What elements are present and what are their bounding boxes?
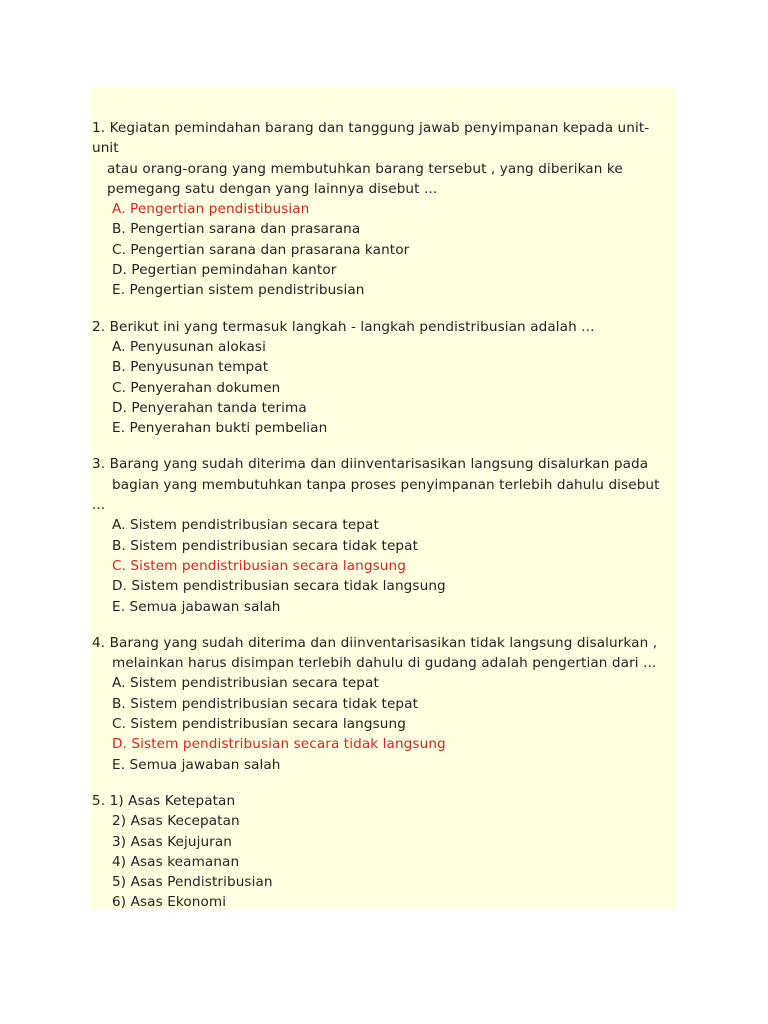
question-1-line-3: atau orang-orang yang membutuhkan barang tersebut , yang diberikan ke (107, 160, 623, 177)
spacer (92, 617, 676, 633)
question-4-option-c: C. Sistem pendistribusian secara langsung (112, 716, 406, 733)
question-2-option-e: E. Penyerahan bukti pembelian (112, 420, 328, 437)
question-4-option-a: A. Sistem pendistribusian secara tepat (112, 675, 379, 692)
question-5 (92, 791, 676, 910)
question-2-option-b: B. Penyusunan tempat (112, 359, 269, 376)
question-5-item-6: 6) Asas Ekonomi (112, 894, 227, 910)
question-1-option-c: C. Pengertian sarana dan prasarana kantor (112, 241, 410, 258)
question-3-option-d: D. Sistem pendistribusian secara tidak langsung (112, 578, 446, 595)
question-1-option-e: E. Pengertian sistem pendistribusian (112, 282, 365, 299)
question-1 (92, 118, 676, 301)
spacer (92, 438, 676, 454)
question-1-line-1: 1. Kegiatan pemindahan barang dan tanggung jawab penyimpanan kepada unit- (92, 120, 650, 136)
question-1-option-d: D. Pegertian pemindahan kantor (112, 262, 337, 279)
question-3-option-e: E. Semua jabawan salah (112, 598, 281, 615)
question-4-line-2: melainkan harus disimpan terlebih dahulu di gudang adalah pengertian dari ... (112, 655, 657, 672)
question-3-option-b: B. Sistem pendistribusian secara tidak tepat (112, 537, 419, 554)
question-5-item-5: 5) Asas Pendistribusian (112, 874, 273, 891)
question-3-option-c: C. Sistem pendistribusian secara langsung (112, 557, 406, 574)
question-1-option-a: A. Pengertian pendistibusian (112, 201, 310, 218)
question-4-option-e: E. Semua jawaban salah (112, 756, 281, 773)
spacer (92, 775, 676, 791)
question-1-line-4: pemegang satu dengan yang lainnya disebut ... (107, 180, 438, 197)
question-3-line-1: 3. Barang yang sudah diterima dan diinventarisasikan langsung disalurkan pada (92, 456, 649, 473)
question-5-item-4: 4) Asas keamanan (112, 853, 240, 870)
question-2-line-1: 2. Berikut ini yang termasuk langkah - langkah pendistribusian adalah ... (92, 318, 595, 335)
question-4 (92, 633, 676, 775)
question-5-item-2: 2) Asas Kecepatan (112, 813, 240, 830)
spacer (92, 301, 676, 317)
document-page (90, 87, 678, 910)
question-2-option-a: A. Penyusunan alokasi (112, 338, 266, 355)
question-2-option-d: D. Penyerahan tanda terima (112, 399, 307, 416)
question-4-option-d: D. Sistem pendistribusian secara tidak langsung (112, 736, 446, 753)
question-3-line-2: bagian yang membutuhkan tanpa proses penyimpanan terlebih dahulu disebut (112, 476, 660, 493)
question-3-line-3: ... (92, 497, 106, 514)
question-5-item-3: 3) Asas Kejujuran (112, 833, 233, 850)
quiz-content (92, 118, 676, 910)
question-2-option-c: C. Penyerahan dokumen (112, 379, 281, 396)
question-4-option-b: B. Sistem pendistribusian secara tidak tepat (112, 695, 419, 712)
question-5-line-1: 5. 1) Asas Ketepatan (92, 792, 236, 809)
question-1-option-b: B. Pengertian sarana dan prasarana (112, 221, 361, 238)
question-4-line-1: 4. Barang yang sudah diterima dan diinventarisasikan tidak langsung disalurkan , (92, 634, 658, 651)
question-3-option-a: A. Sistem pendistribusian secara tepat (112, 517, 379, 534)
question-2 (92, 317, 676, 439)
question-1-line-2: unit (92, 140, 119, 157)
question-3 (92, 454, 676, 616)
